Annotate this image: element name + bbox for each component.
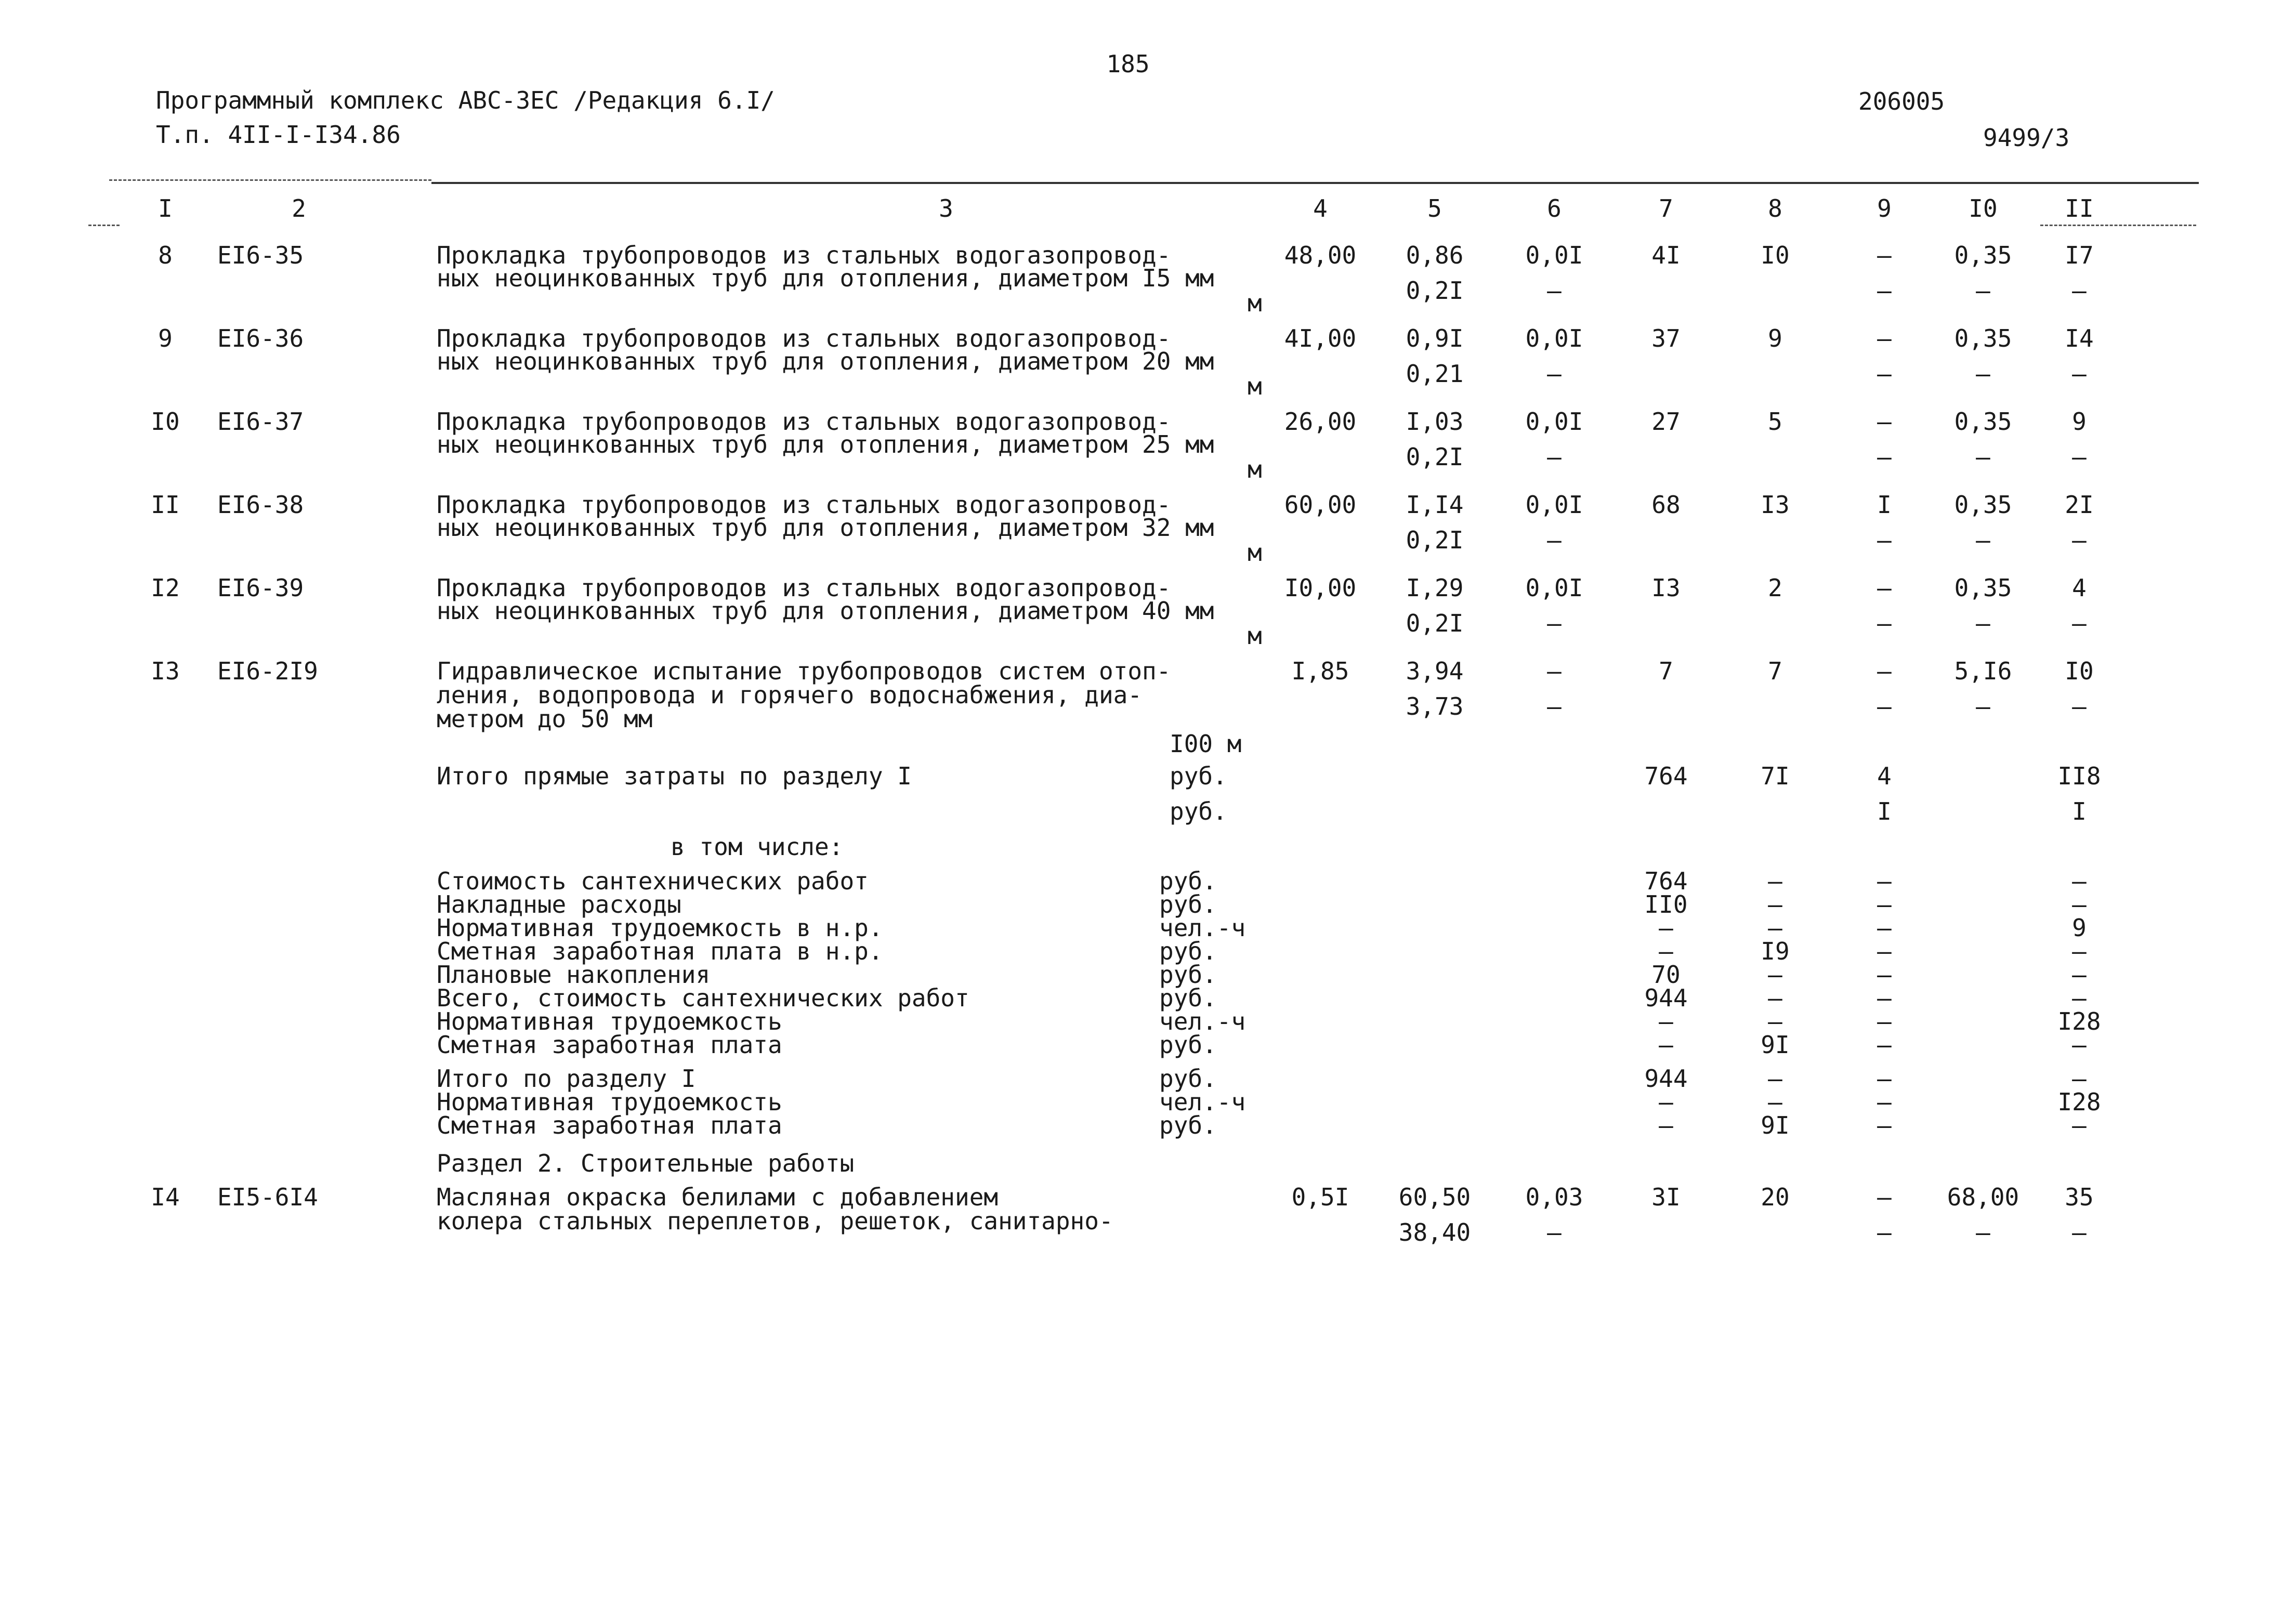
row-number: 8 (158, 241, 173, 269)
row-labor-rate-sub: – (1976, 526, 1990, 554)
row-col6-sub: – (1547, 526, 1562, 554)
summary-unit: руб. (1159, 1031, 1217, 1059)
row-description-line1: Прокладка трубопроводов из стальных водогазопровод- (437, 241, 1171, 269)
summary-labor: – (2072, 984, 2087, 1012)
row-labor-total-sub: – (2072, 443, 2087, 471)
row-description-line1: Прокладка трубопроводов из стальных водогазопровод- (437, 491, 1171, 519)
row-number: I2 (151, 574, 180, 602)
row-unit-cost: 0,86 (1406, 241, 1464, 269)
section-total-wage: – (1768, 1065, 1782, 1093)
row-unit-cost: 3,94 (1406, 657, 1464, 685)
row-col6: 0,0I (1525, 574, 1583, 602)
row-col6-sub: – (1547, 443, 1562, 471)
column-number-9: 9 (1877, 194, 1892, 222)
summary-labor: – (2072, 961, 2087, 989)
row-labor-total-sub: – (2072, 526, 2087, 554)
row-col6-sub: – (1547, 277, 1562, 305)
row-labor-rate-sub: – (1976, 609, 1990, 637)
row-col6: – (1547, 657, 1562, 685)
section-total-wage: 9I (1761, 1111, 1790, 1139)
summary-unit: руб. (1159, 867, 1217, 895)
row-number: I3 (151, 657, 180, 685)
section-total-cost: – (1659, 1111, 1673, 1139)
row-labor-rate: 0,35 (1954, 324, 2012, 352)
row-col6: 0,0I (1525, 491, 1583, 519)
row-labor-rate: 0,35 (1954, 491, 2012, 519)
row-unit: м (1248, 372, 1262, 400)
total-direct-col9: 4 (1877, 762, 1892, 790)
row-labor-rate: 68,00 (1947, 1183, 2019, 1211)
row-description-line1: Гидравлическое испытание трубопроводов систем отоп- (437, 657, 1171, 685)
summary-col9: – (1877, 914, 1892, 942)
section-total-unit: руб. (1159, 1111, 1217, 1139)
summary-wage: – (1768, 984, 1782, 1012)
section-total-wage: – (1768, 1088, 1782, 1116)
summary-wage: – (1768, 890, 1782, 918)
row-description-line2: ления, водопровода и горячего водоснабжения, диа- (437, 681, 1143, 709)
row-labor-rate-sub: – (1976, 360, 1990, 388)
row-labor-total-sub: – (2072, 277, 2087, 305)
summary-col9: – (1877, 961, 1892, 989)
summary-col9: – (1877, 984, 1892, 1012)
row-col6-sub: – (1547, 360, 1562, 388)
row-wage-total: 2 (1768, 574, 1782, 602)
summary-label: Сметная заработная плата в н.р. (437, 937, 883, 965)
total-direct-label: Итого прямые затраты по разделу I (437, 762, 912, 790)
page-number: 185 (1106, 50, 1150, 78)
row-code: ЕI5-6I4 (217, 1183, 318, 1211)
row-col9-sub: – (1877, 277, 1892, 305)
summary-col9: – (1877, 890, 1892, 918)
row-labor-total-sub: – (2072, 1218, 2087, 1246)
summary-wage: 9I (1761, 1031, 1790, 1059)
summary-col9: – (1877, 867, 1892, 895)
summary-labor: – (2072, 937, 2087, 965)
row-col9-sub: – (1877, 360, 1892, 388)
row-col9: – (1877, 324, 1892, 352)
row-wage-total: I0 (1761, 241, 1790, 269)
row-col9-sub: – (1877, 692, 1892, 720)
row-labor-rate: 0,35 (1954, 241, 2012, 269)
row-code: ЕI6-36 (217, 324, 304, 352)
header-underline-right (2040, 225, 2196, 226)
row-number: I4 (151, 1183, 180, 1211)
row-description-line1: Прокладка трубопроводов из стальных водогазопровод- (437, 408, 1171, 436)
row-col9-sub: – (1877, 609, 1892, 637)
summary-cost: – (1659, 937, 1673, 965)
summary-unit: руб. (1159, 984, 1217, 1012)
row-total-cost: 68 (1651, 491, 1681, 519)
row-wage-total: 20 (1761, 1183, 1790, 1211)
row-unit-cost: 0,9I (1406, 324, 1464, 352)
row-unit: м (1248, 455, 1262, 483)
row-quantity: I0,00 (1284, 574, 1357, 602)
row-unit-cost: 60,50 (1398, 1183, 1471, 1211)
row-quantity: 0,5I (1291, 1183, 1349, 1211)
summary-cost: II0 (1644, 890, 1688, 918)
row-labor-total: 9 (2072, 408, 2087, 436)
row-code: ЕI6-38 (217, 491, 304, 519)
row-description-line2: ных неоцинкованных труб для отопления, диаметром I5 мм (437, 264, 1214, 292)
column-number-4: 4 (1313, 194, 1328, 222)
summary-labor: – (2072, 867, 2087, 895)
row-number: II (151, 491, 180, 519)
row-unit-cost: I,I4 (1406, 491, 1464, 519)
row-unit: I00 м (1170, 730, 1242, 758)
row-code: ЕI6-35 (217, 241, 304, 269)
summary-wage: – (1768, 867, 1782, 895)
row-number: 9 (158, 324, 173, 352)
project-code: Т.п. 4II-I-I34.86 (156, 121, 401, 149)
row-description-line3: метром до 50 мм (437, 705, 653, 733)
column-number-6: 6 (1547, 194, 1562, 222)
row-col9: I (1877, 491, 1892, 519)
row-col6-sub: – (1547, 609, 1562, 637)
row-labor-total: I7 (2065, 241, 2094, 269)
total-direct-cost: 764 (1644, 762, 1688, 790)
row-labor-total-sub: – (2072, 692, 2087, 720)
total-direct-unit: руб. (1170, 762, 1227, 790)
summary-label: Плановые накопления (437, 961, 711, 989)
row-unit: м (1248, 539, 1262, 567)
header-rule (431, 182, 2199, 184)
section-total-labor: I28 (2057, 1088, 2101, 1116)
row-labor-total: 4 (2072, 574, 2087, 602)
summary-wage: – (1768, 961, 1782, 989)
section-total-cost: 944 (1644, 1065, 1688, 1093)
column-number-11: II (2065, 194, 2094, 222)
row-labor-total: 2I (2065, 491, 2094, 519)
row-col6: 0,0I (1525, 408, 1583, 436)
summary-label: Нормативная трудоемкость в н.р. (437, 914, 883, 942)
section-total-col9: – (1877, 1111, 1892, 1139)
row-quantity: 48,00 (1284, 241, 1357, 269)
header-tick-left (88, 225, 120, 226)
summary-label: Накладные расходы (437, 890, 681, 918)
column-number-8: 8 (1768, 194, 1782, 222)
row-code: ЕI6-39 (217, 574, 304, 602)
row-col6: 0,0I (1525, 241, 1583, 269)
summary-labor: I28 (2057, 1007, 2101, 1035)
row-number: I0 (151, 408, 180, 436)
row-col9-sub: – (1877, 526, 1892, 554)
section-total-labor: – (2072, 1065, 2087, 1093)
summary-labor: 9 (2072, 914, 2087, 942)
row-labor-total-sub: – (2072, 609, 2087, 637)
total-direct-col9-sub: I (1877, 797, 1892, 825)
row-labor-rate-sub: – (1976, 443, 1990, 471)
row-unit-wage: 0,2I (1406, 609, 1464, 637)
summary-labor: – (2072, 890, 2087, 918)
row-description-line1: Прокладка трубопроводов из стальных водогазопровод- (437, 574, 1171, 602)
row-quantity: 26,00 (1284, 408, 1357, 436)
row-col9: – (1877, 408, 1892, 436)
summary-wage: I9 (1761, 937, 1790, 965)
row-total-cost: I3 (1651, 574, 1681, 602)
row-labor-total: I0 (2065, 657, 2094, 685)
header-rule-left (109, 179, 431, 181)
sheet-number: 9499/3 (1983, 124, 2070, 152)
row-code: ЕI6-2I9 (217, 657, 318, 685)
row-description-line2: ных неоцинкованных труб для отопления, диаметром 25 мм (437, 430, 1214, 458)
column-number-5: 5 (1427, 194, 1442, 222)
summary-wage: – (1768, 1007, 1782, 1035)
row-labor-total: I4 (2065, 324, 2094, 352)
summary-wage: – (1768, 914, 1782, 942)
summary-label: Нормативная трудоемкость (437, 1007, 782, 1035)
row-unit: м (1248, 289, 1262, 317)
row-unit: м (1248, 622, 1262, 650)
row-col6: 0,0I (1525, 324, 1583, 352)
section-total-col9: – (1877, 1088, 1892, 1116)
row-unit-cost: I,03 (1406, 408, 1464, 436)
section-total-label: Нормативная трудоемкость (437, 1088, 782, 1116)
column-number-3: 3 (939, 194, 953, 222)
including-label: в том числе: (671, 833, 844, 861)
row-description-line1: Прокладка трубопроводов из стальных водогазопровод- (437, 324, 1171, 352)
section-total-label: Итого по разделу I (437, 1065, 696, 1093)
row-description-line1: Масляная окраска белилами с добавлением (437, 1183, 999, 1211)
row-total-cost: 37 (1651, 324, 1681, 352)
row-quantity: 60,00 (1284, 491, 1357, 519)
row-col6-sub: – (1547, 692, 1562, 720)
row-col9-sub: – (1877, 1218, 1892, 1246)
row-col6-sub: – (1547, 1218, 1562, 1246)
section-2-title: Раздел 2. Строительные работы (437, 1149, 855, 1177)
row-total-cost: 4I (1651, 241, 1681, 269)
total-direct-wage: 7I (1761, 762, 1790, 790)
row-labor-rate: 5,I6 (1954, 657, 2012, 685)
row-wage-total: I3 (1761, 491, 1790, 519)
row-labor-rate-sub: – (1976, 692, 1990, 720)
section-total-labor: – (2072, 1111, 2087, 1139)
summary-unit: руб. (1159, 961, 1217, 989)
row-description-line2: ных неоцинкованных труб для отопления, диаметром 32 мм (437, 514, 1214, 542)
total-direct-unit-2: руб. (1170, 797, 1227, 825)
row-wage-total: 5 (1768, 408, 1782, 436)
summary-cost: – (1659, 1031, 1673, 1059)
row-description-line2: ных неоцинкованных труб для отопления, диаметром 40 мм (437, 597, 1214, 625)
row-col9: – (1877, 657, 1892, 685)
row-total-cost: 27 (1651, 408, 1681, 436)
summary-col9: – (1877, 1007, 1892, 1035)
total-direct-labor-sub: I (2072, 797, 2087, 825)
row-unit-wage: 3,73 (1406, 692, 1464, 720)
program-title: Программный комплекс АВС-3ЕС /Редакция 6.I/ (156, 86, 775, 114)
section-total-cost: – (1659, 1088, 1673, 1116)
total-direct-labor: II8 (2057, 762, 2101, 790)
row-unit-wage: 0,21 (1406, 360, 1464, 388)
row-labor-total: 35 (2065, 1183, 2094, 1211)
row-unit-wage: 0,2I (1406, 526, 1464, 554)
column-number-1: I (158, 194, 173, 222)
summary-labor: – (2072, 1031, 2087, 1059)
summary-unit: чел.-ч (1159, 1007, 1246, 1035)
summary-cost: 70 (1651, 961, 1681, 989)
summary-unit: чел.-ч (1159, 914, 1246, 942)
row-total-cost: 7 (1659, 657, 1673, 685)
row-labor-rate: 0,35 (1954, 574, 2012, 602)
row-col9: – (1877, 574, 1892, 602)
summary-unit: руб. (1159, 937, 1217, 965)
summary-cost: – (1659, 1007, 1673, 1035)
row-unit-cost: I,29 (1406, 574, 1464, 602)
section-total-col9: – (1877, 1065, 1892, 1093)
summary-unit: руб. (1159, 890, 1217, 918)
row-labor-rate-sub: – (1976, 1218, 1990, 1246)
summary-cost: 944 (1644, 984, 1688, 1012)
row-quantity: I,85 (1291, 657, 1349, 685)
row-wage-total: 7 (1768, 657, 1782, 685)
row-code: ЕI6-37 (217, 408, 304, 436)
column-number-2: 2 (292, 194, 306, 222)
section-total-label: Сметная заработная плата (437, 1111, 782, 1139)
row-unit-wage: 0,2I (1406, 443, 1464, 471)
row-unit-wage: 0,2I (1406, 277, 1464, 305)
summary-label: Всего, стоимость сантехнических работ (437, 984, 969, 1012)
row-description-line2: ных неоцинкованных труб для отопления, диаметром 20 мм (437, 347, 1214, 375)
summary-col9: – (1877, 1031, 1892, 1059)
summary-cost: – (1659, 914, 1673, 942)
row-wage-total: 9 (1768, 324, 1782, 352)
summary-label: Сметная заработная плата (437, 1031, 782, 1059)
row-col9: – (1877, 1183, 1892, 1211)
row-labor-total-sub: – (2072, 360, 2087, 388)
summary-col9: – (1877, 937, 1892, 965)
row-labor-rate-sub: – (1976, 277, 1990, 305)
row-quantity: 4I,00 (1284, 324, 1357, 352)
row-col9: – (1877, 241, 1892, 269)
row-col9-sub: – (1877, 443, 1892, 471)
section-total-unit: руб. (1159, 1065, 1217, 1093)
document-code: 206005 (1858, 87, 1945, 115)
summary-label: Стоимость сантехнических работ (437, 867, 869, 895)
column-number-7: 7 (1659, 194, 1673, 222)
row-labor-rate: 0,35 (1954, 408, 2012, 436)
row-col6: 0,03 (1525, 1183, 1583, 1211)
column-number-10: I0 (1969, 194, 1998, 222)
row-unit-wage: 38,40 (1398, 1218, 1471, 1246)
section-total-unit: чел.-ч (1159, 1088, 1246, 1116)
summary-cost: 764 (1644, 867, 1688, 895)
row-description-line2: колера стальных переплетов, решеток, санитарно- (437, 1207, 1113, 1235)
row-total-cost: 3I (1651, 1183, 1681, 1211)
